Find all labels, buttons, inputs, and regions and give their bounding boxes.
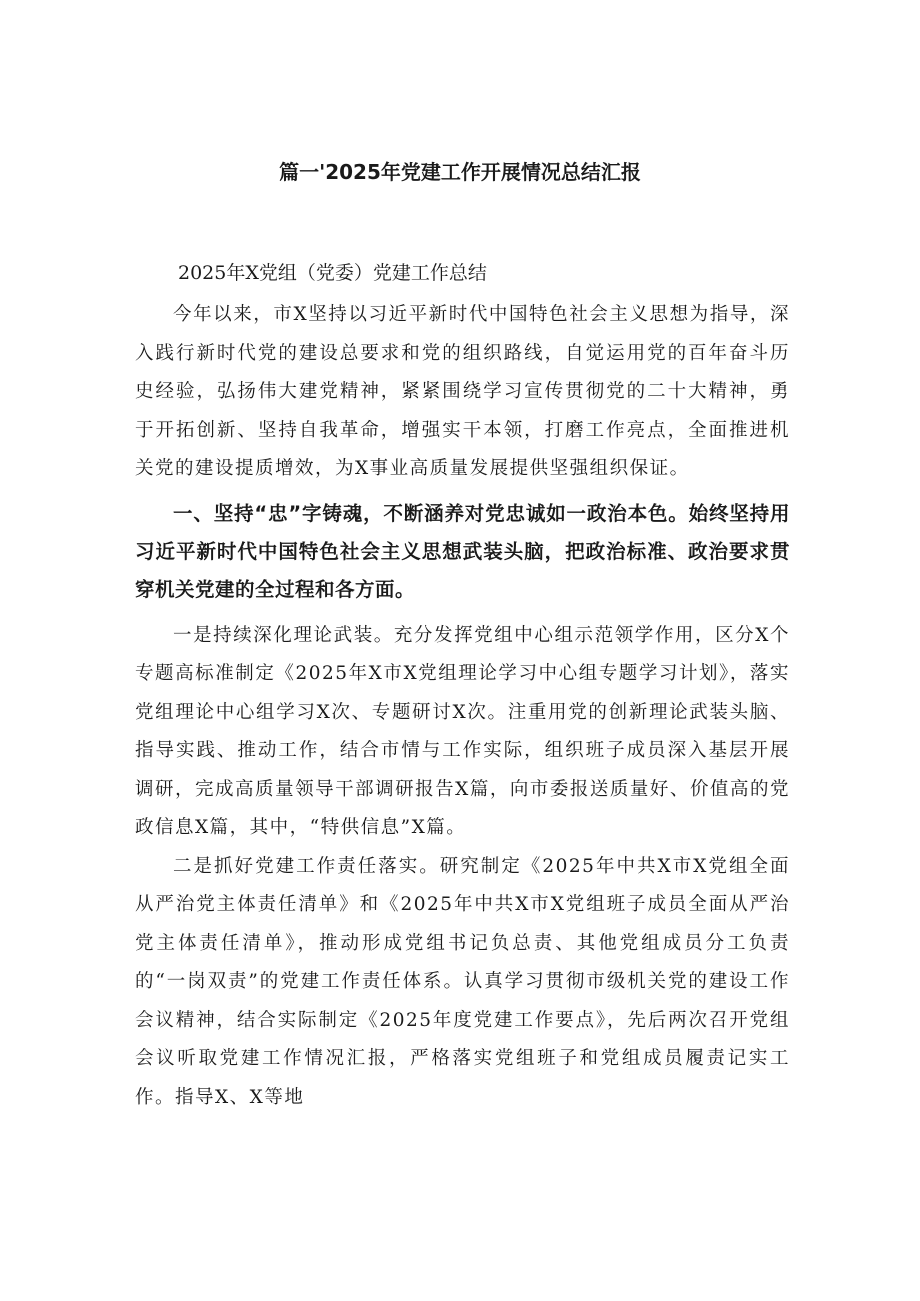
paragraph-intro: 今年以来，市X坚持以习近平新时代中国特色社会主义思想为指导，深入践行新时代党的建设总要求和党的组织路线，自觉运用党的百年奋斗历史经验，弘扬伟大建党精神，紧紧围绕学习宣传贯彻党的二十大精神，勇于开拓创新、坚持自我革命，增强实干本领，打磨工作亮点，全面推进机关党的建设提质增效，为X事业高质量发展提供坚强组织保证。 xyxy=(135,304,790,479)
paragraph-responsibility: 二是抓好党建工作责任落实。研究制定《2025年中共X市X党组全面从严治党主体责任清单》和《2025年中共X市X党组班子成员全面从严治党主体责任清单》，推动形成党组书记负总责、其他党组成员分工负责的“一岗双责”的党建工作责任体系。认真学习贯彻市级机关党的建设工作会议精神，结合实际制定《2025年度党建工作要点》，先后两次召开党组会议听取党建工作情况汇报，严格落实党组班子和党组成员履责记实工作。指导X、X等地 xyxy=(135,855,790,1108)
section-heading-1: 一、坚持“忠”字铸魂，不断涵养对党忠诚如一政治本色。始终坚持用习近平新时代中国特色社会主义思想武装头脑，把政治标准、政治要求贯穿机关党建的全过程和各方面。 xyxy=(135,501,790,601)
document-subtitle: 2025年X党组（党委）党建工作总结 xyxy=(178,262,487,284)
document-title: 篇一'2025年党建工作开展情况总结汇报 xyxy=(279,160,641,184)
document-body xyxy=(135,256,790,1117)
paragraph-theory-study: 一是持续深化理论武装。充分发挥党组中心组示范领学作用，区分X个专题高标准制定《2025年X市X党组理论学习中心组专题学习计划》，落实党组理论中心组学习X次、专题研讨X次。注重用党的创新理论武装头脑、指导实践、推动工作，结合市情与工作实际，组织班子成员深入基层开展调研，完成高质量领导干部调研报告X篇，向市委报送质量好、价值高的党政信息X篇，其中，“特供信息”X篇。 xyxy=(135,624,790,838)
